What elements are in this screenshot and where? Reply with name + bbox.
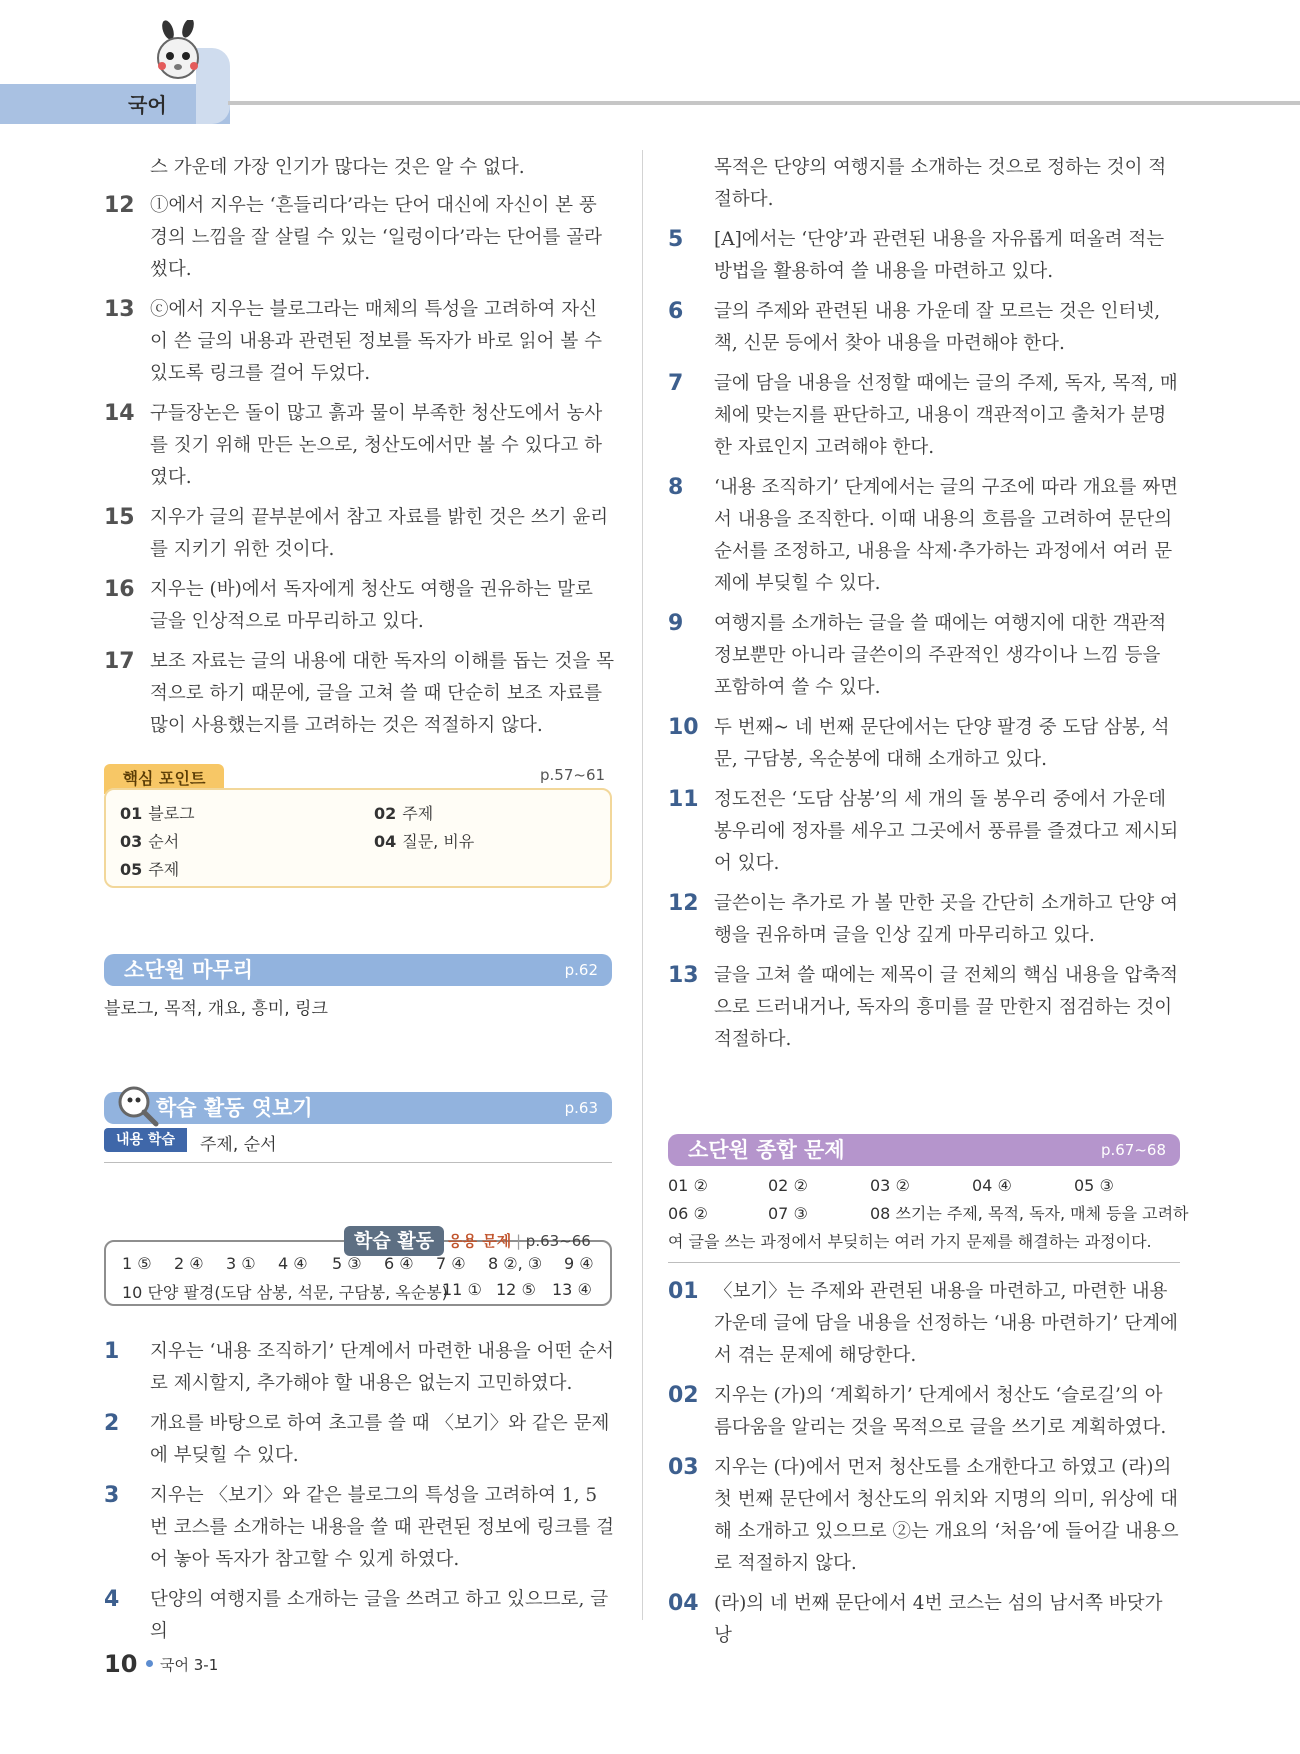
item-number: 12: [104, 193, 135, 218]
activity-answer: 11 ①: [442, 1280, 482, 1299]
item-text: 지우는 (가)의 ‘계획하기’ 단계에서 청산도 ‘슬로길’의 아름다움을 알리는 것을 목적으로 글을 쓰기로 계획하였다.: [714, 1385, 1167, 1438]
item-text: ⓒ에서 지우는 블로그라는 매체의 특성을 고려하여 자신이 쓴 글의 내용과 관련된 정보를 독자가 바로 읽어 볼 수 있도록 링크를 걸어 두었다.: [150, 299, 602, 384]
key-point-item: 05 주제: [120, 860, 180, 879]
item-number: 12: [668, 891, 699, 916]
item-text: 정도전은 ‘도담 삼봉’의 세 개의 돌 봉우리 중에서 가운데 봉우리에 정자를 세우고 그곳에서 풍류를 즐겼다고 제시되어 있다.: [714, 789, 1179, 874]
footer-bullet: [146, 1660, 153, 1667]
answer-item: [104, 294, 614, 390]
activity-answer: 4 ④: [278, 1254, 308, 1273]
key-point-item: 04 질문, 비유: [374, 832, 475, 851]
item-text: 글쓴이는 추가로 가 볼 만한 곳을 간단히 소개하고 단양 여행을 권유하며 글을 인상 깊게 마무리하고 있다.: [714, 893, 1178, 946]
item-text: 목적은 단양의 여행지를 소개하는 것으로 정하는 것이 적절하다.: [714, 157, 1167, 210]
activity-answer: 8 ②, ③: [488, 1254, 543, 1273]
item-text: 단양의 여행지를 소개하는 글을 쓰려고 하고 있으므로, 글의: [150, 1589, 609, 1642]
quiz-answer-continued: 여 글을 쓰는 과정에서 부딪히는 여러 가지 문제를 해결하는 과정이다.: [668, 1232, 1152, 1251]
answer-item: [668, 224, 1180, 288]
answer-item: [104, 1408, 614, 1472]
answer-item: [668, 296, 1180, 360]
answer-item: [668, 1276, 1180, 1372]
item-number: 15: [104, 505, 135, 530]
item-text: 지우는 (바)에서 독자에게 청산도 여행을 권유하는 말로 글을 인상적으로 마무리하고 있다.: [150, 579, 593, 632]
right-answer-list: [668, 152, 1180, 1056]
unit-review-page: p.62: [564, 961, 598, 979]
answer-item: [668, 784, 1180, 880]
summary-quiz-title: 소단원 종합 문제: [688, 1138, 845, 1162]
unit-review-title: 소단원 마무리: [124, 958, 254, 982]
answer-item: [668, 1452, 1180, 1580]
column-divider: [642, 150, 643, 1620]
item-number: 03: [668, 1455, 699, 1480]
item-text: (라)의 네 번째 문단에서 4번 코스는 섬의 남서쪽 바닷가 낭: [714, 1593, 1163, 1646]
quiz-answer: 01 ②: [668, 1176, 708, 1195]
quiz-answer: 07 ③: [768, 1204, 808, 1223]
answer-item: [668, 712, 1180, 776]
activity-answer: 10 단양 팔경(도담 삼봉, 석문, 구담봉, 옥순봉): [122, 1283, 448, 1302]
magnifier-icon: [116, 1084, 160, 1128]
quiz-answer: 04 ④: [972, 1176, 1012, 1195]
book-title: 국어 3-1: [160, 1656, 219, 1674]
content-study-tag: 내용 학습: [104, 1128, 187, 1152]
preview-text: 주제, 순서: [200, 1135, 277, 1155]
item-number: 9: [668, 611, 684, 636]
quiz-answer: 02 ②: [768, 1176, 808, 1195]
answer-item: [668, 1588, 1180, 1652]
item-number: 1: [104, 1339, 120, 1364]
answer-item: [104, 190, 614, 286]
item-number: 3: [104, 1483, 120, 1508]
activity-answer: 6 ④: [384, 1254, 414, 1273]
item-text: 스 가운데 가장 인기가 많다는 것은 알 수 없다.: [150, 157, 525, 178]
answer-item: [668, 152, 1180, 216]
item-number: 5: [668, 227, 684, 252]
item-text: 보조 자료는 글의 내용에 대한 독자의 이해를 돕는 것을 목적으로 하기 때문에, 글을 고쳐 쓸 때 단순히 보조 자료를 많이 사용했는지를 고려하는 것은 적절하지 않다.: [150, 651, 614, 736]
quiz-answer: 05 ③: [1074, 1176, 1114, 1195]
item-text: 구들장논은 돌이 많고 흙과 물이 부족한 청산도에서 농사를 짓기 위해 만든 논으로, 청산도에서만 볼 수 있다고 하였다.: [150, 403, 603, 488]
answer-item: [668, 368, 1180, 464]
item-number: 8: [668, 475, 684, 500]
answer-item: [104, 1584, 614, 1648]
answer-item: [104, 646, 614, 742]
page-number: 10: [104, 1650, 138, 1678]
key-point-item: 01 블로그: [120, 804, 195, 823]
item-number: 01: [668, 1279, 699, 1304]
summary-quiz-page: p.67~68: [1100, 1141, 1166, 1159]
activity-explanations: [104, 1336, 614, 1648]
summary-quiz-bar: [668, 1134, 1180, 1166]
key-point-label: 핵심 포인트: [104, 764, 224, 794]
item-number: 2: [104, 1411, 120, 1436]
activity-answer: 5 ③: [332, 1254, 362, 1273]
answer-item: [104, 1480, 614, 1576]
quiz-answer: 03 ②: [870, 1176, 910, 1195]
activity-answer: 9 ④: [564, 1254, 594, 1273]
item-text: 글에 담을 내용을 선정할 때에는 글의 주제, 독자, 목적, 매체에 맞는지를 판단하고, 내용이 객관적이고 출처가 분명한 자료인지 고려해야 한다.: [714, 373, 1178, 458]
quiz-explanations: [668, 1276, 1180, 1652]
item-number: 02: [668, 1383, 699, 1408]
key-point-item: 03 순서: [120, 832, 180, 851]
activity-title: 학습 활동: [344, 1226, 444, 1256]
item-text: 지우는 (다)에서 먼저 청산도를 소개한다고 하였고 (라)의 첫 번째 문단에서 청산도의 위치와 지명의 의미, 위상에 대해 소개하고 있으므로 ②는 개요의 ‘처음’에 들어갈 내용으로 적절하지 않다.: [714, 1457, 1179, 1574]
preview-bar: [104, 1092, 612, 1124]
key-point-page: p.57~61: [540, 766, 606, 784]
answer-item: [668, 960, 1180, 1056]
item-text: 글을 고쳐 쓸 때에는 제목이 글 전체의 핵심 내용을 압축적으로 드러내거나, 독자의 흥미를 끌 만한지 점검하는 것이 적절하다.: [714, 965, 1178, 1050]
item-number: 11: [668, 787, 699, 812]
item-text: ⓛ에서 지우는 ‘흔들리다’라는 단어 대신에 자신이 본 풍경의 느낌을 잘 살릴 수 있는 ‘일렁이다’라는 단어를 골라 썼다.: [150, 195, 602, 280]
activity-sub-em: 응용 문제: [448, 1232, 512, 1250]
preview-rule: [104, 1162, 612, 1163]
summary-quiz-rule: [668, 1262, 1180, 1263]
item-text: 두 번째~ 네 번째 문단에서는 단양 팔경 중 도담 삼봉, 석문, 구담봉, 옥순봉에 대해 소개하고 있다.: [714, 717, 1170, 770]
item-text: 지우는 〈보기〉와 같은 블로그의 특성을 고려하여 1, 5번 코스를 소개하는 내용을 쓸 때 관련된 정보에 링크를 걸어 놓아 독자가 참고할 수 있게 하였다.: [150, 1485, 614, 1570]
answer-item: [668, 608, 1180, 704]
item-text: 〈보기〉는 주제와 관련된 내용을 마련하고, 마련한 내용 가운데 글에 담을 내용을 선정하는 ‘내용 마련하기’ 단계에서 겪는 문제에 해당한다.: [714, 1281, 1178, 1366]
item-text: 지우는 ‘내용 조직하기’ 단계에서 마련한 내용을 어떤 순서로 제시할지, 추가해야 할 내용은 없는지 고민하였다.: [150, 1341, 614, 1394]
preview-title: 학습 활동 엿보기: [156, 1096, 313, 1120]
answer-item: [104, 398, 614, 494]
answer-item: [104, 1336, 614, 1400]
item-number: 7: [668, 371, 684, 396]
item-number: 04: [668, 1591, 699, 1616]
answer-item: [104, 574, 614, 638]
preview-page: p.63: [564, 1099, 598, 1117]
item-number: 10: [668, 715, 699, 740]
item-number: 17: [104, 649, 135, 674]
item-text: ‘내용 조직하기’ 단계에서는 글의 구조에 따라 개요를 짜면서 내용을 조직한다. 이때 내용의 흐름을 고려하여 문단의 순서를 조정하고, 내용을 삭제·추가하는 과정에서 여러 문제에 부딪힐 수 있다.: [714, 477, 1178, 594]
activity-answer: 12 ⑤: [496, 1280, 536, 1299]
rabbit-mascot-icon: [146, 20, 216, 90]
unit-review-bar: [104, 954, 612, 986]
item-text: [A]에서는 ‘단양’과 관련된 내용을 자유롭게 떠올려 적는 방법을 활용하여 쓸 내용을 마련하고 있다.: [714, 229, 1165, 282]
item-number: 16: [104, 577, 135, 602]
activity-answer: 1 ⑤: [122, 1254, 152, 1273]
header-rule: [228, 101, 1300, 105]
left-answer-list: [104, 152, 614, 742]
quiz-answer: 08 쓰기는 주제, 목적, 독자, 매체 등을 고려하: [870, 1204, 1189, 1223]
activity-answer: 2 ④: [174, 1254, 204, 1273]
activity-sub-page: p.63~66: [525, 1232, 591, 1250]
item-text: 지우가 글의 끝부분에서 참고 자료를 밝힌 것은 쓰기 윤리를 지키기 위한 것이다.: [150, 507, 609, 560]
item-number: 6: [668, 299, 684, 324]
answer-item: [668, 888, 1180, 952]
quiz-answer: 06 ②: [668, 1204, 708, 1223]
activity-answer: 7 ④: [436, 1254, 466, 1273]
answer-item: [668, 1380, 1180, 1444]
answer-item: [104, 502, 614, 566]
answer-item: [668, 472, 1180, 600]
item-number: 14: [104, 401, 135, 426]
activity-answer: 3 ①: [226, 1254, 256, 1273]
key-point-item: 02 주제: [374, 804, 434, 823]
item-number: 13: [104, 297, 135, 322]
answer-item: [104, 152, 614, 184]
activity-subtitle: 응용 문제 | p.63~66: [448, 1232, 591, 1250]
item-number: 4: [104, 1587, 120, 1612]
item-number: 13: [668, 963, 699, 988]
item-text: 글의 주제와 관련된 내용 가운데 잘 모르는 것은 인터넷, 책, 신문 등에서 찾아 내용을 마련해야 한다.: [714, 301, 1161, 354]
item-text: 여행지를 소개하는 글을 쓸 때에는 여행지에 대한 객관적 정보뿐만 아니라 글쓴이의 주관적인 생각이나 느낌 등을 포함하여 쓸 수 있다.: [714, 613, 1167, 698]
subject-tab: 국어: [128, 93, 167, 117]
unit-review-text: 블로그, 목적, 개요, 흥미, 링크: [104, 999, 328, 1019]
item-text: 개요를 바탕으로 하여 초고를 쓸 때 〈보기〉와 같은 문제에 부딪힐 수 있다.: [150, 1413, 610, 1466]
activity-answer: 13 ④: [552, 1280, 592, 1299]
